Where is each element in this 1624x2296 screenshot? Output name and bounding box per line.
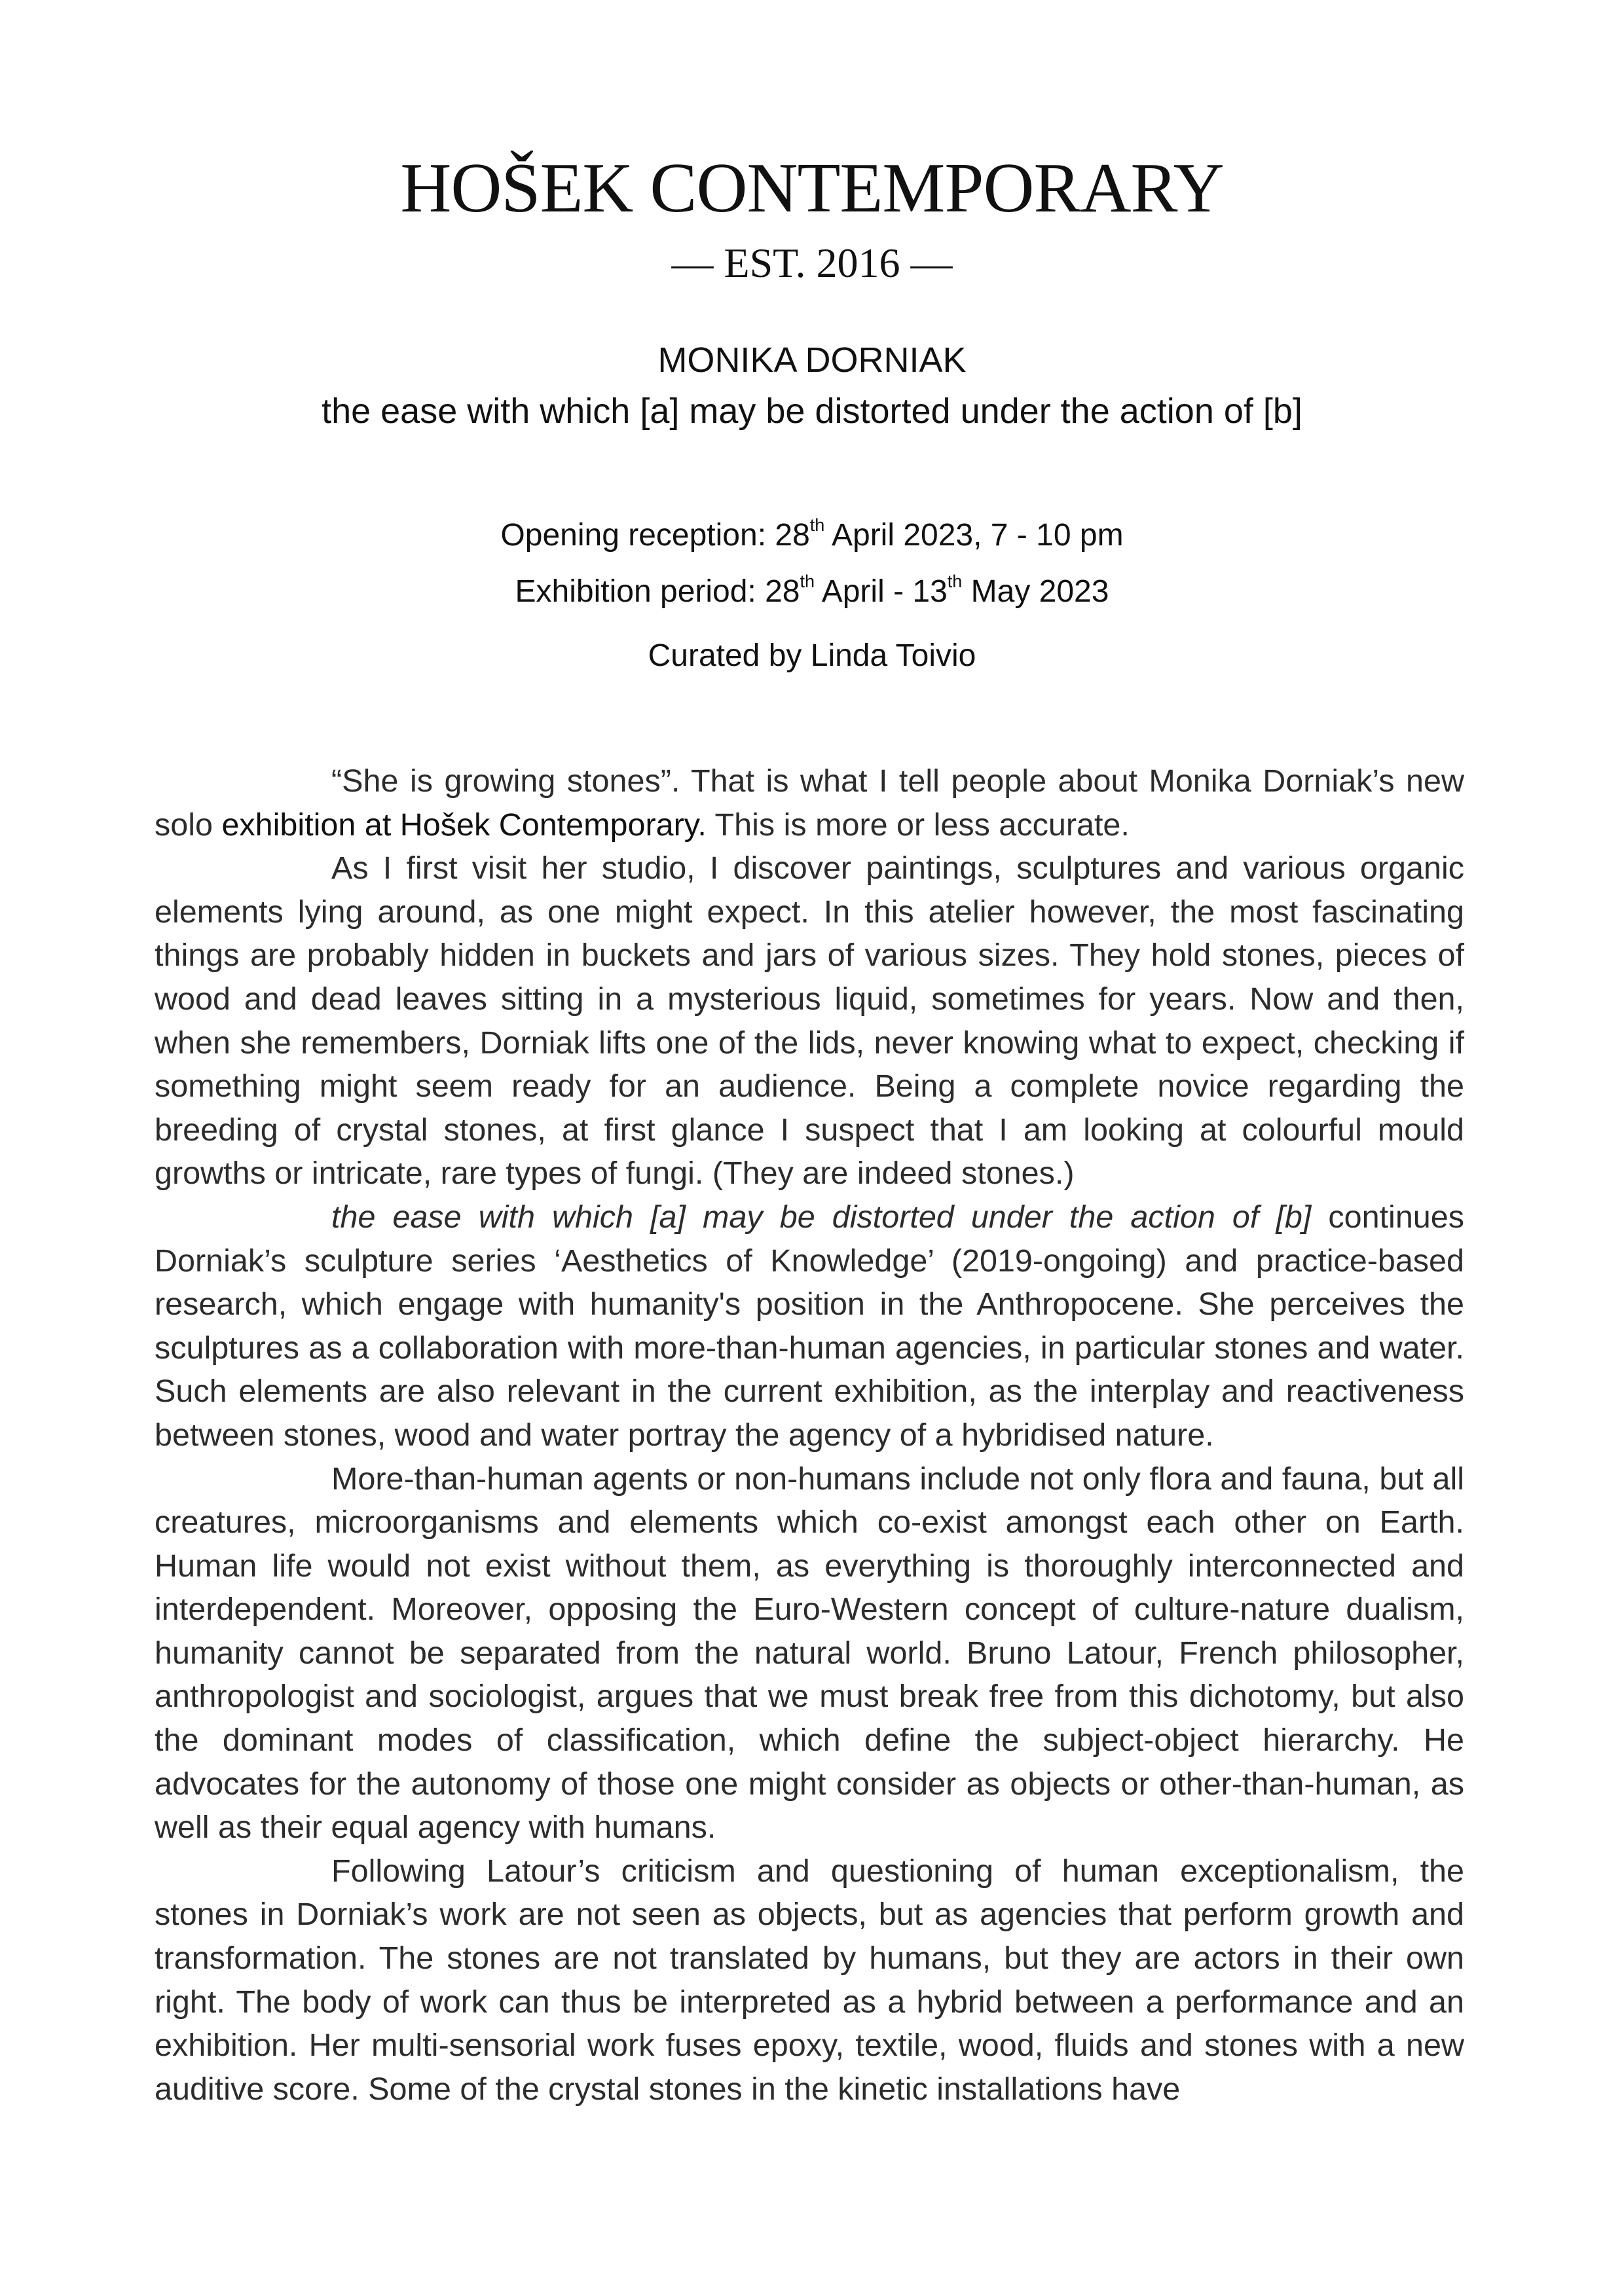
curator-credit: Curated by Linda Toivio — [648, 638, 976, 673]
period-ordinal-start: th — [800, 572, 815, 591]
period-ordinal-end: th — [947, 572, 963, 591]
paragraph-1-start: “She is growing stones”. That is what I tell people about Monika Dorniak’s new solo — [155, 763, 1464, 843]
opening-ordinal: th — [809, 515, 825, 535]
gallery-name: HOŠEK CONTEMPORARY — [400, 149, 1224, 227]
paragraph-4: More-than-human agents or non-humans include not only flora and fauna, but all creatures, microorganisms and elements which co-exist amongst each other on Earth. Human life would not exist without them, as everything is thoroughly interconnected and interdependent. Moreover, opposing the Euro-Western concept of culture-nature dualism, humanity cannot be separated from the natural world. Bruno Latour, French philosopher, anthropologist and sociologist, argues that we must break free from this dichotomy, but also the dominant modes of classification, which define the subject-object hierarchy. He advocates for the autonomy of those one might consider as objects or other-than-human, as well as their equal agency with humans. — [155, 1461, 1464, 1846]
essay-body — [155, 759, 1464, 2111]
paragraph-1-end: This is more or less accurate. — [706, 807, 1130, 843]
paragraph-3-rest: continues Dorniak’s sculpture series ‘Aesthetics of Knowledge’ (2019-ongoing) and practice-based research, which engage with humanity's position in the Anthropocene. She perceives the sculptures as a collaboration with more-than-human agencies, in particular stones and water. Such elements are also relevant in the current exhibition, as the interplay and reactiveness between stones, wood and water portray the agency of a hybridised nature. — [155, 1199, 1465, 1453]
italic-title: the ease with which [a] may be distorted under the action of [b] — [331, 1199, 1312, 1235]
paragraph-5: Following Latour’s criticism and questioning of human exceptionalism, the stones in Dorniak’s work are not seen as objects, but as agencies that perform growth and transformation. The stones are not translated by humans, but they are actors in their own right. The body of work can thus be interpreted as a hybrid between a performance and an exhibition. Her multi-sensorial work fuses epoxy, textile, wood, fluids and stones with a new auditive score. Some of the crystal stones in the kinetic installations have — [155, 1853, 1464, 2107]
paragraph-3 — [155, 1195, 1464, 1457]
established-line: — EST. 2016 — — [671, 240, 953, 286]
period-rest: May 2023 — [962, 574, 1109, 609]
opening-reception — [0, 516, 1624, 555]
opening-rest: April 2023, 7 - 10 pm — [824, 518, 1124, 553]
paragraph-1 — [155, 759, 1464, 847]
period-label: Exhibition period: 28 — [515, 574, 800, 609]
exhibition-period — [0, 572, 1624, 611]
exhibition-link-text: exhibition at Hošek Contemporary. — [221, 807, 707, 843]
paragraph-2: As I first visit her studio, I discover paintings, sculptures and various organic elements lying around, as one might expect. In this atelier however, the most fascinating things are probably hidden in buckets and jars of various sizes. They hold stones, pieces of wood and dead leaves sitting in a mysterious liquid, sometimes for years. Now and then, when she remembers, Dorniak lifts one of the lids, never knowing what to expect, checking if something might seem ready for an audience. Being a complete novice regarding the breeding of crystal stones, at first glance I suspect that I am looking at colourful mould growths or intricate, rare types of fungi. (They are indeed stones.) — [155, 850, 1464, 1192]
period-mid: April - 13 — [815, 574, 948, 609]
exhibition-title: the ease with which [a] may be distorted under the action of [b] — [322, 392, 1302, 431]
artist-name: MONIKA DORNIAK — [657, 340, 967, 380]
opening-label: Opening reception: 28 — [500, 518, 810, 553]
